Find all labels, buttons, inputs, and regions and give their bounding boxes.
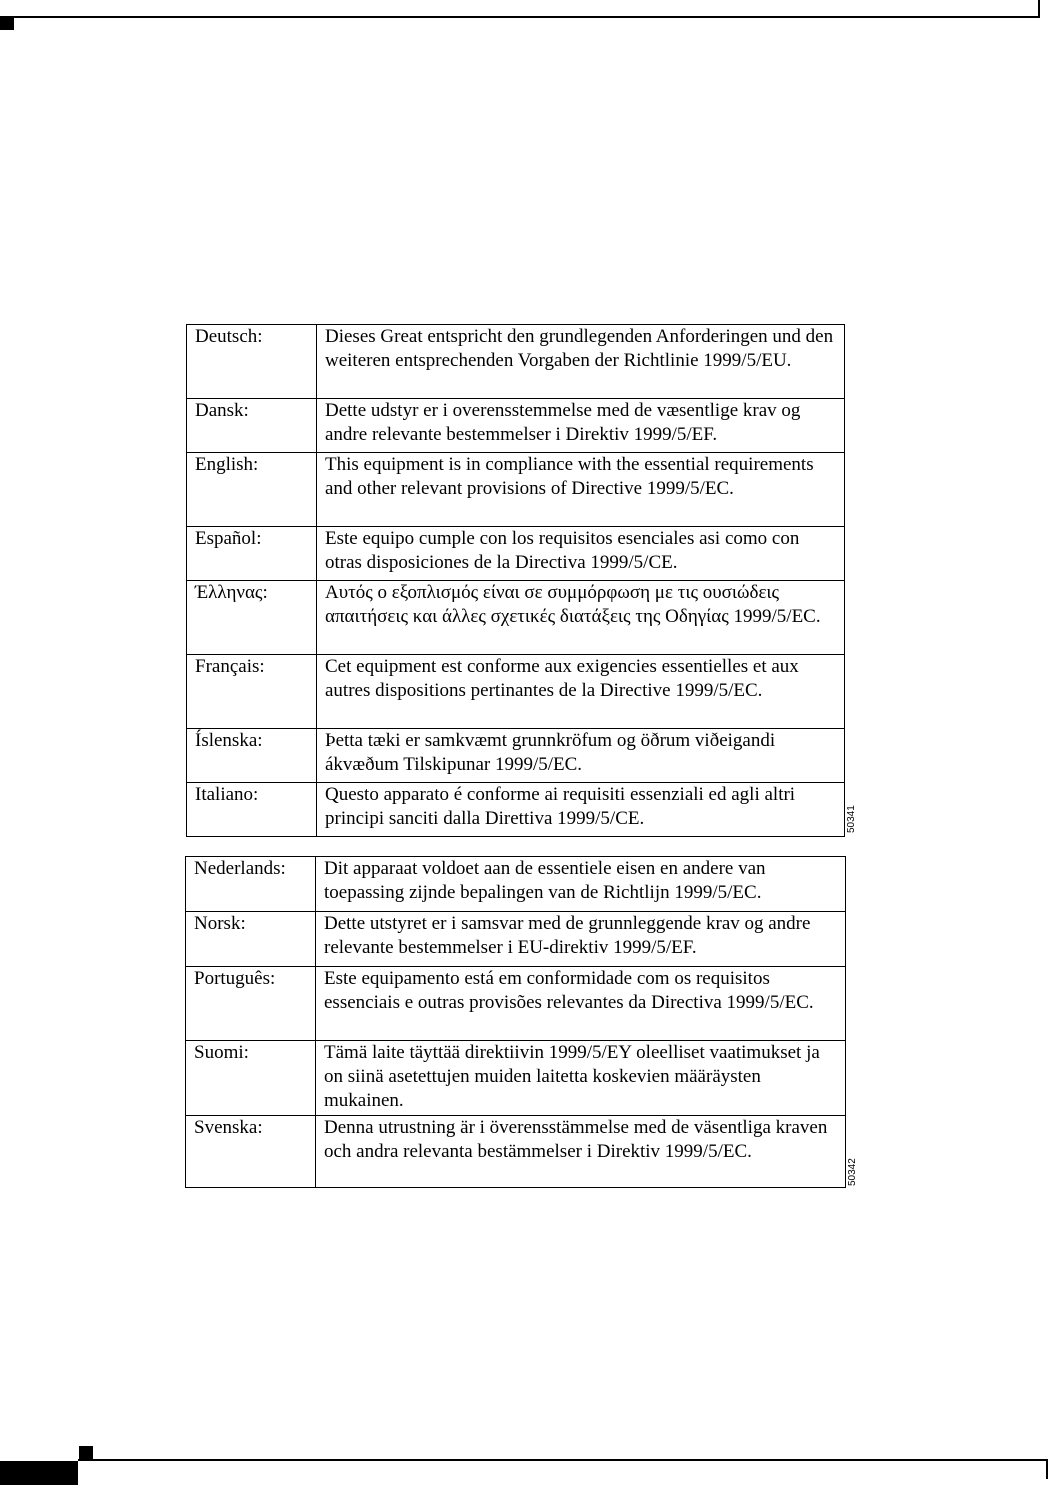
language-cell: Deutsch: [187, 325, 317, 399]
statement-cell: Αυτός ο εξοπλισμός είναι σε συμμόρφωση με τις ουσιώδεις απαιτήσεις και άλλες σχετικές διατάξεις της Οδηγίας 1999/5/EC. [317, 581, 845, 655]
statement-cell: Denna utrustning är i överensstämmelse med de väsentliga kraven och andra relevanta bestämmelser i Direktiv 1999/5/EC. [316, 1116, 846, 1188]
table-row [187, 729, 845, 783]
statement-cell: Dieses Great entspricht den grundlegenden Anforderingen und den weiteren entsprechenden Vorgaben der Richtlinie 1999/5/EU. [317, 325, 845, 399]
compliance-table-1 [186, 324, 845, 837]
table-row [187, 399, 845, 453]
compliance-table-2 [185, 856, 846, 1188]
footer-rule-tick [1046, 1461, 1048, 1479]
table-row [187, 325, 845, 399]
table-row [187, 783, 845, 837]
statement-cell: Tämä laite täyttää direktiivin 1999/5/EY oleelliset vaatimukset ja on siinä asetettujen muiden laitetta koskevien määräysten mukainen. [316, 1041, 846, 1116]
language-cell: Italiano: [187, 783, 317, 837]
statement-cell: Dette utstyret er i samsvar med de grunnleggende krav og andre relevante bestemmelser i EU-direktiv 1999/5/EF. [316, 912, 846, 967]
table-row [186, 857, 846, 912]
language-cell: Svenska: [186, 1116, 316, 1188]
table-row [186, 1116, 846, 1188]
language-cell: Nederlands: [186, 857, 316, 912]
statement-cell: This equipment is in compliance with the essential requirements and other relevant provisions of Directive 1999/5/EC. [317, 453, 845, 527]
header-marker [0, 18, 14, 30]
statement-cell: Dit apparaat voldoet aan de essentiele eisen en andere van toepassing zijnde bepalingen van de Richtlijn 1999/5/EC. [316, 857, 846, 912]
footer-bar [0, 1461, 78, 1485]
table-row [187, 655, 845, 729]
language-cell: Português: [186, 967, 316, 1041]
table-row [187, 581, 845, 655]
statement-cell: Dette udstyr er i overensstemmelse med de væsentlige krav og andre relevante bestemmelser i Direktiv 1999/5/EF. [317, 399, 845, 453]
language-cell: Dansk: [187, 399, 317, 453]
language-cell: Español: [187, 527, 317, 581]
header-rule-tick [1038, 0, 1040, 18]
header-rule [0, 16, 1040, 18]
table-row [186, 1041, 846, 1116]
figure-id-label: 50342 [847, 1158, 858, 1186]
statement-cell: Cet equipment est conforme aux exigencies essentielles et aux autres dispositions pertinantes de la Directive 1999/5/EC. [317, 655, 845, 729]
statement-cell: Este equipo cumple con los requisitos esenciales asi como con otras disposiciones de la Directiva 1999/5/CE. [317, 527, 845, 581]
language-cell: Norsk: [186, 912, 316, 967]
footer-rule [78, 1459, 1048, 1461]
language-cell: Íslenska: [187, 729, 317, 783]
statement-cell: Questo apparato é conforme ai requisiti essenziali ed agli altri principi sanciti dalla Direttiva 1999/5/CE. [317, 783, 845, 837]
language-cell: Suomi: [186, 1041, 316, 1116]
language-cell: Français: [187, 655, 317, 729]
language-cell: English: [187, 453, 317, 527]
table-row [186, 967, 846, 1041]
table-row [187, 453, 845, 527]
statement-cell: Þetta tæki er samkvæmt grunnkröfum og öðrum viðeigandi ákvæðum Tilskipunar 1999/5/EC. [317, 729, 845, 783]
table-row [186, 912, 846, 967]
language-cell: Έλληνας: [187, 581, 317, 655]
table-row [187, 527, 845, 581]
figure-id-label: 50341 [846, 805, 857, 833]
footer-marker [79, 1446, 93, 1459]
statement-cell: Este equipamento está em conformidade com os requisitos essenciais e outras provisões relevantes da Directiva 1999/5/EC. [316, 967, 846, 1041]
